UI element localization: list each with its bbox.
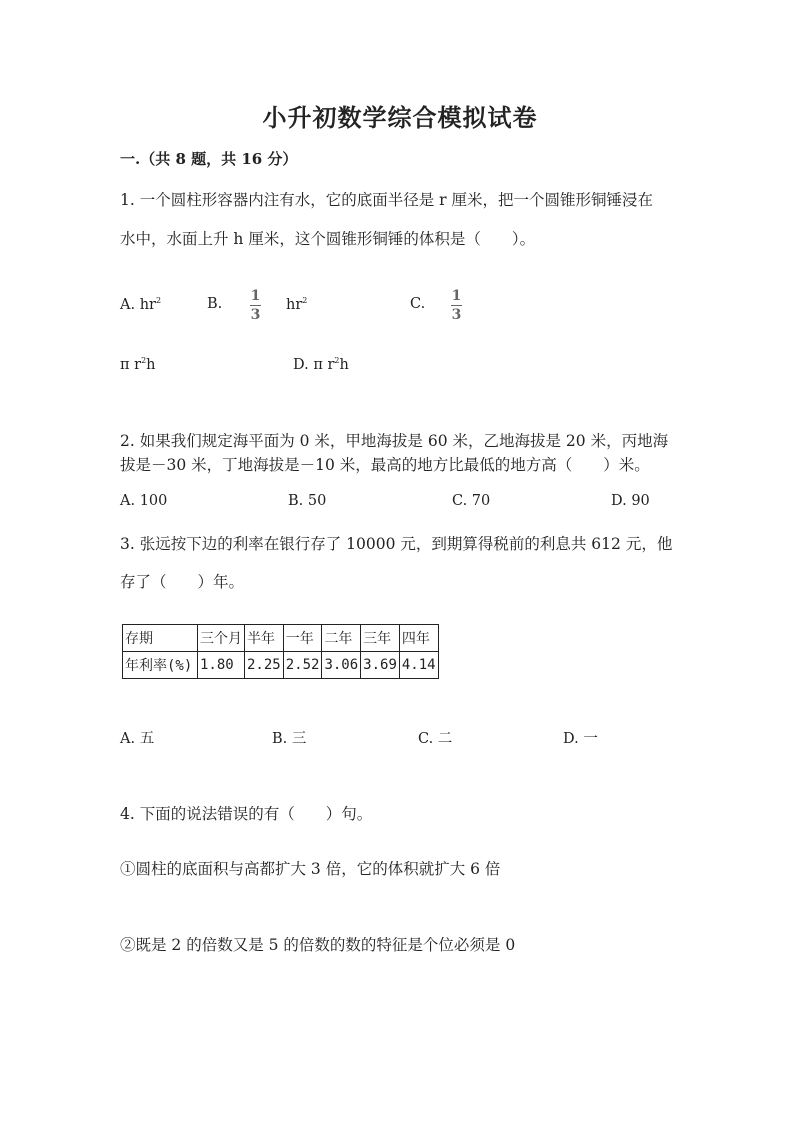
- q1-option-b-term: hr: [286, 296, 303, 313]
- table-header-cell: 二年: [322, 625, 361, 652]
- fraction-bar: [451, 305, 462, 306]
- table-header-row: [123, 625, 439, 652]
- table-cell: 1.80: [198, 652, 245, 679]
- q1-option-b-label: B.: [207, 296, 223, 312]
- q4-statement-1: ①圆柱的底面积与高都扩大 3 倍，它的体积就扩大 6 倍: [120, 860, 501, 878]
- q1-option-c-term: π r: [120, 356, 142, 373]
- q2-option-b: B. 50: [288, 493, 327, 509]
- q1-option-c-tail: h: [146, 356, 156, 373]
- q2-line-2: 拔是－30 米，丁地海拔是－10 米，最高的地方比最低的地方高（ ）米。: [120, 456, 650, 474]
- q1-option-b-numerator: 1: [250, 288, 261, 304]
- table-cell: 年利率(%): [123, 652, 198, 679]
- table-header-cell: 四年: [399, 625, 438, 652]
- q1-option-a: [120, 296, 161, 313]
- table-header-cell: 三年: [361, 625, 400, 652]
- q1-line-2: 水中，水面上升 h 厘米，这个圆锥形铜锤的体积是（ ）。: [120, 230, 536, 248]
- q4-line-1: 4. 下面的说法错误的有（ ）句。: [120, 805, 373, 823]
- interest-rate-table: [122, 624, 439, 679]
- table-header-cell: 半年: [245, 625, 284, 652]
- table-cell: 4.14: [399, 652, 438, 679]
- q1-option-b-text: [286, 296, 307, 313]
- q1-option-b-exponent: 2: [302, 296, 308, 305]
- q1-option-a-text: A. hr: [120, 296, 156, 313]
- exam-title: 小升初数学综合模拟试卷: [262, 103, 538, 132]
- q1-option-d-text: D. π r: [293, 356, 335, 373]
- table-cell: 2.52: [283, 652, 322, 679]
- q3-option-b: B. 三: [272, 731, 307, 747]
- q1-option-b-fraction: [250, 289, 261, 322]
- q1-option-d-exponent: 2: [334, 356, 340, 365]
- table-header-cell: 三个月: [198, 625, 245, 652]
- table-cell: 2.25: [245, 652, 284, 679]
- fraction-bar: [250, 305, 261, 306]
- section-header: 一.（共 8 题，共 16 分）: [120, 150, 298, 168]
- q3-line-1: 3. 张远按下边的利率在银行存了 10000 元，到期算得税前的利息共 612 元，他: [120, 535, 673, 553]
- q1-option-b-denominator: 3: [250, 307, 261, 323]
- q3-line-2: 存了（ ）年。: [120, 573, 245, 591]
- q1-line-1: 1. 一个圆柱形容器内注有水，它的底面半径是 r 厘米，把一个圆锥形铜锤浸在: [120, 191, 653, 209]
- q1-option-d: [293, 356, 349, 373]
- q3-option-a: A. 五: [120, 731, 155, 747]
- q1-option-c-label: C.: [410, 296, 426, 312]
- q4-statement-2: ②既是 2 的倍数又是 5 的倍数的数的特征是个位必须是 0: [120, 936, 516, 954]
- q2-line-1: 2. 如果我们规定海平面为 0 米，甲地海拔是 60 米，乙地海拔是 20 米，丙地海: [120, 432, 669, 450]
- q2-option-d: D. 90: [611, 493, 650, 509]
- q1-option-d-tail: h: [339, 356, 349, 373]
- table-header-cell: 存期: [123, 625, 198, 652]
- table-header-cell: 一年: [283, 625, 322, 652]
- q2-option-c: C. 70: [452, 493, 491, 509]
- q1-option-c-numerator: 1: [451, 288, 462, 304]
- q3-option-c: C. 二: [418, 731, 453, 747]
- table-cell: 3.69: [361, 652, 400, 679]
- q1-option-c-denominator: 3: [451, 307, 462, 323]
- q3-option-d: D. 一: [563, 731, 598, 747]
- table-cell: 3.06: [322, 652, 361, 679]
- q1-option-c-continued: [120, 356, 156, 373]
- q1-option-c-exponent: 2: [141, 356, 147, 365]
- q2-option-a: A. 100: [120, 493, 168, 509]
- q1-option-a-exponent: 2: [155, 296, 162, 305]
- q1-option-c-fraction: [451, 289, 462, 322]
- table-row: [123, 652, 439, 679]
